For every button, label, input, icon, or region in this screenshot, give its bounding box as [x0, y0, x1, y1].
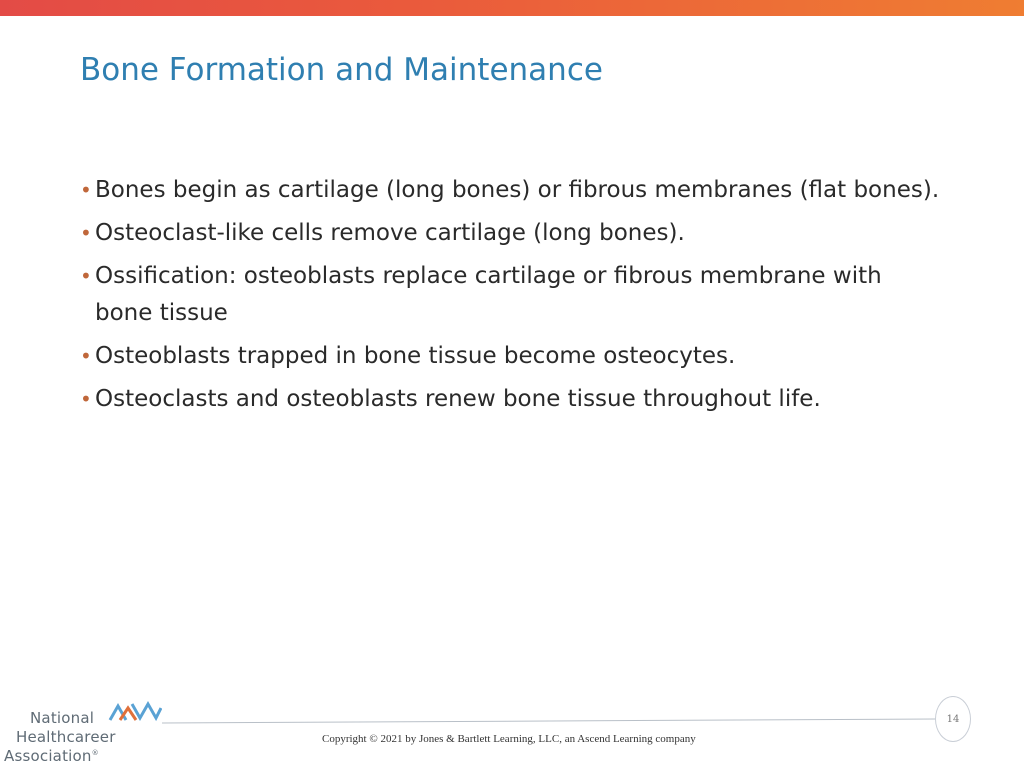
nha-logo-icon [108, 700, 162, 724]
logo-text-line [4, 747, 99, 765]
logo-text-line: National [30, 709, 95, 727]
bullet-text: Osteoclasts and osteoblasts renew bone tissue throughout life. [95, 386, 821, 412]
bullet-item [80, 215, 940, 252]
bullet-item [80, 381, 940, 418]
bullet-item [80, 338, 940, 375]
footer-divider [162, 718, 936, 724]
bullet-dot-icon: • [80, 344, 92, 368]
bullet-list [80, 172, 940, 424]
bullet-dot-icon: • [80, 221, 92, 245]
logo-text-association: Association [4, 747, 92, 765]
bullet-text: Ossification: osteoblasts replace cartilage or fibrous membrane with bone tissue [95, 263, 882, 326]
bullet-text: Bones begin as cartilage (long bones) or fibrous membranes (flat bones). [95, 177, 940, 203]
bullet-text: Osteoclast-like cells remove cartilage (long bones). [95, 220, 685, 246]
page-number-badge [935, 696, 971, 742]
page-number: 14 [946, 713, 960, 725]
copyright-notice: Copyright © 2021 by Jones & Bartlett Learning, LLC, an Ascend Learning company [322, 733, 696, 745]
nha-logo [0, 698, 170, 768]
registered-mark: ® [91, 749, 99, 757]
logo-text-line: Healthcareer [16, 728, 116, 746]
bullet-text: Osteoblasts trapped in bone tissue become osteocytes. [95, 343, 736, 369]
top-accent-bar [0, 0, 1024, 16]
bullet-dot-icon: • [80, 178, 92, 202]
bullet-item [80, 258, 940, 332]
bullet-item [80, 172, 940, 209]
bullet-dot-icon: • [80, 387, 92, 411]
slide-title: Bone Formation and Maintenance [80, 52, 603, 88]
bullet-dot-icon: • [80, 264, 92, 288]
